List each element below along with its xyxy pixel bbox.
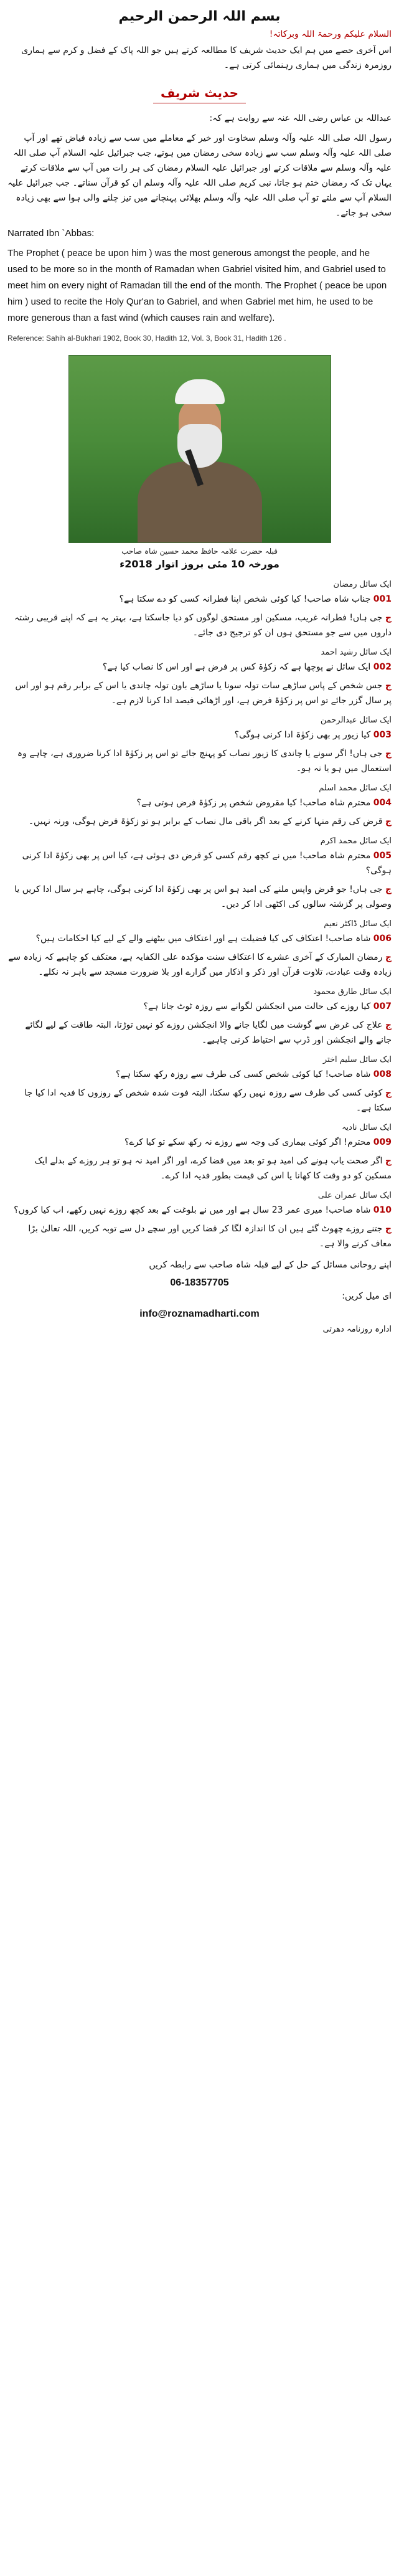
answer-marker: ج <box>385 1224 392 1234</box>
answer-text: رمضان المبارک کے آخری عشرے کا اعتکاف سنت مؤکدہ علی الکفایہ ہے، معتکف کو چاہیے کہ زیادہ سے زیادہ وقت عبادت، تلاوت قرآن اور ذکر و اذکار میں گزارے اور بلا ضرورت مسجد سے باہر نہ نکلے۔ <box>8 952 392 977</box>
answer-text: جی ہاں! جو قرض واپس ملنے کی امید ہو اس پر بھی زکوٰۃ ادا کرنی ہوگی، چاہے ہر سال ادا کریں یا وصولی پر گزشتہ سالوں کی اکٹھی ادا کر دیں۔ <box>14 884 392 909</box>
qa-asker: ایک سائل محمد اکرم <box>320 836 392 846</box>
article-date: مورخہ 10 مئی بروز اتوار 2018ء <box>120 558 279 570</box>
qa-item <box>7 784 392 829</box>
bismillah-heading: بسم اللہ الرحمن الرحیم <box>118 9 281 24</box>
qa-asker: ایک سائل عبدالرحمن <box>320 716 392 725</box>
qa-asker: ایک سائل عمران علی <box>317 1191 392 1200</box>
qa-asker: ایک سائل سلیم اختر <box>322 1055 392 1064</box>
qa-asker: ایک سائل رشید احمد <box>321 648 392 657</box>
answer-marker: ج <box>385 817 392 826</box>
qa-question <box>7 931 392 946</box>
qa-answer <box>7 678 392 708</box>
qa-answer <box>7 814 392 829</box>
answer-marker: ج <box>385 681 392 691</box>
qa-asker: ایک سائل نادیہ <box>341 1123 392 1132</box>
photo-figure-cap <box>175 379 225 404</box>
qa-item <box>7 836 392 912</box>
qa-item <box>7 1191 392 1251</box>
answer-marker: ج <box>385 952 392 962</box>
answer-text: کوئی کسی کی طرف سے روزہ نہیں رکھ سکتا، البتہ فوت شدہ شخص کے روزوں کا فدیہ ادا کیا جا سکتا ہے۔ <box>24 1088 392 1113</box>
hadith-reference: Reference: Sahih al-Bukhari 1902, Book 30, Hadith 12, Vol. 3, Book 31, Hadith 126 . <box>7 334 286 343</box>
qa-question <box>7 1067 392 1082</box>
answer-marker: ج <box>385 749 392 759</box>
answer-text: علاج کی غرض سے گوشت میں لگایا جانے والا انجکشن روزے کو نہیں توڑتا، البتہ طاقت کے لیے لگائے جانے والے انجکشن اور ڈرپ سے احتیاط کرنی چاہیے۔ <box>25 1020 392 1045</box>
qa-asker: ایک سائل طارق محمود <box>313 987 392 997</box>
question-number: 003 <box>373 730 392 740</box>
answer-text: جس شخص کے پاس ساڑھے سات تولہ سونا یا ساڑھے باون تولہ چاندی یا اس کے برابر رقم ہو اور اس پر سال گزر جائے تو اس پر زکوٰۃ فرض ہے، اور اڑھائی فیصد ادا کرنا لازم ہے۔ <box>15 681 392 706</box>
answer-text: جی ہاں! اگر سونے یا چاندی کا زیور نصاب کو پہنچ جائے تو اس پر زکوٰۃ ادا کرنا ضروری ہے، چاہے وہ استعمال میں ہو یا نہ ہو۔ <box>17 749 392 774</box>
answer-text: اگر صحت یاب ہونے کی امید ہو تو بعد میں قضا کرے، اور اگر امید نہ ہو تو ہر روزے کے بدلے ایک مسکین کو دو وقت کا کھانا یا اس کی قیمت بطور فدیہ ادا کرے۔ <box>34 1156 392 1181</box>
photo-figure-beard <box>177 424 222 468</box>
answer-marker: ج <box>385 613 392 623</box>
qa-answer <box>7 610 392 640</box>
question-number: 007 <box>373 1002 392 1011</box>
qa-asker: ایک سائل ڈاکٹر نعیم <box>324 919 392 929</box>
question-text: ایک سائل نے پوچھا ہے کہ زکوٰۃ کس پر فرض ہے اور اس کا نصاب کیا ہے؟ <box>102 662 371 672</box>
contact-block <box>7 1257 392 1334</box>
speaker-photo <box>68 355 331 543</box>
english-narrator: Narrated Ibn `Abbas: <box>7 228 95 239</box>
qa-item <box>7 716 392 776</box>
question-text: کیا زیور پر بھی زکوٰۃ ادا کرنی ہوگی؟ <box>234 730 371 740</box>
qa-answer <box>7 882 392 912</box>
qa-question <box>7 660 392 675</box>
email-label: ای میل کریں: <box>342 1291 392 1301</box>
hadith-title-wrap <box>7 85 392 103</box>
question-number: 010 <box>373 1205 392 1215</box>
question-text: شاہ صاحب! کیا کوئی شخص کسی کی طرف سے روزہ رکھ سکتا ہے؟ <box>115 1069 371 1079</box>
question-number: 006 <box>373 934 392 944</box>
qa-answer <box>7 1086 392 1115</box>
qa-question <box>7 999 392 1014</box>
question-number: 005 <box>373 851 392 861</box>
qa-item <box>7 1123 392 1183</box>
hadith-urdu-intro: عبداللہ بن عباس رضی اللہ عنہ سے روایت ہے کہ: <box>209 113 392 123</box>
question-number: 004 <box>373 798 392 808</box>
qa-answer <box>7 1221 392 1251</box>
qa-answer <box>7 746 392 776</box>
qa-answer <box>7 950 392 980</box>
question-text: محترم! اگر کوئی بیماری کی وجہ سے روزے نہ رکھ سکے تو کیا کرے؟ <box>124 1137 371 1147</box>
answer-text: جی ہاں! فطرانہ غریب، مسکین اور مستحق لوگوں کو دیا جاسکتا ہے، بہتر یہ ہے کہ اپنے قریبی رشتہ داروں میں سے جو مستحق ہوں ان کو ترجیح دی جائے۔ <box>14 613 392 638</box>
question-text: شاہ صاحب! میری عمر 23 سال ہے اور میں نے بلوغت کے بعد کچھ روزے نہیں رکھے، اب کیا کروں؟ <box>14 1205 371 1215</box>
contact-note: اپنے روحانی مسائل کے حل کے لیے قبلہ شاہ صاحب سے رابطہ کریں <box>149 1260 392 1270</box>
answer-marker: ج <box>385 1020 392 1030</box>
question-text: شاہ صاحب! اعتکاف کی کیا فضیلت ہے اور اعتکاف میں بیٹھنے والے کے لیے کیا احکامات ہیں؟ <box>35 934 371 944</box>
question-number: 008 <box>373 1069 392 1079</box>
qa-answer <box>7 1018 392 1048</box>
question-text: جناب شاہ صاحب! کیا کوئی شخص اپنا فطرانہ کسی کو دے سکتا ہے؟ <box>119 594 371 604</box>
qa-question <box>7 592 392 607</box>
qa-question <box>7 1203 392 1218</box>
question-text: محترم شاہ صاحب! میں نے کچھ رقم کسی کو قرض دی ہوئی ہے، کیا اس پر بھی زکوٰۃ ادا کرنی ہوگی؟ <box>22 851 392 876</box>
answer-marker: ج <box>385 1156 392 1166</box>
qa-answer <box>7 1153 392 1183</box>
qa-question <box>7 1135 392 1150</box>
contact-email-link[interactable]: info@roznamadharti.com <box>139 1309 260 1319</box>
qa-question <box>7 795 392 810</box>
article-page <box>0 9 399 2576</box>
qa-item <box>7 919 392 980</box>
answer-marker: ج <box>385 1088 392 1098</box>
question-number: 002 <box>373 662 392 672</box>
qa-asker: ایک سائل رمضان <box>333 580 392 589</box>
question-text: کیا روزے کی حالت میں انجکشن لگوانے سے روزہ ٹوٹ جاتا ہے؟ <box>143 1002 371 1011</box>
qa-asker: ایک سائل محمد اسلم <box>319 784 392 793</box>
english-hadith-text: The Prophet ( peace be upon him ) was the most generous amongst the people, and he used to be more so in the month of Ramadan when Gabriel visited him, and Gabriel used to meet him on every night of Ramadan till the end of the month. The Prophet ( peace be upon him ) used to recite the Holy Qur'an to Gabriel, and when Gabriel met him, he used to be more generous than a fast wind (which causes rain and welfare). <box>7 248 387 323</box>
answer-marker: ج <box>385 884 392 894</box>
greeting-text: السلام علیکم ورحمۃ اللہ وبرکاتہ! <box>269 29 392 39</box>
qa-question <box>7 727 392 742</box>
qa-question <box>7 848 392 878</box>
question-text: محترم شاہ صاحب! کیا مقروض شخص پر زکوٰۃ فرض ہوتی ہے؟ <box>136 798 371 808</box>
qa-item <box>7 580 392 640</box>
contact-phone[interactable]: 06-18357705 <box>170 1277 229 1288</box>
question-number: 009 <box>373 1137 392 1147</box>
answer-text: جتنے روزے چھوٹ گئے ہیں ان کا اندازہ لگا کر قضا کریں اور سچے دل سے توبہ کریں، اللہ تعالیٰ بڑا معاف کرنے والا ہے۔ <box>28 1224 392 1249</box>
hadith-title: حدیث شریف <box>153 85 246 103</box>
qa-list <box>7 580 392 1251</box>
question-number: 001 <box>373 594 392 604</box>
qa-item <box>7 987 392 1048</box>
qa-item <box>7 1055 392 1115</box>
photo-caption: قبلہ حضرت علامہ حافظ محمد حسین شاہ صاحب <box>121 547 278 556</box>
answer-text: قرض کی رقم منہا کرنے کے بعد اگر باقی مال نصاب کے برابر ہو تو زکوٰۃ فرض ہوگی، ورنہ نہیں۔ <box>28 817 383 826</box>
hadith-urdu-text: رسول اللہ صلی اللہ علیہ وآلہ وسلم سخاوت اور خیر کے معاملے میں سب سے زیادہ فیاض تھے اور آپ صلی اللہ علیہ وآلہ وسلم سب سے زیادہ سخی رمضان میں ہوتے، جب جبرائیل علیہ السلام آپ صلی اللہ علیہ وآلہ وسلم سے ملاقات کرتے اور جبرائیل علیہ السلام رمضان کی ہر رات میں آپ سے ملاقات کرتے یہاں تک کہ رمضان ختم ہو جاتا، نبی کریم صلی اللہ علیہ وآلہ وسلم ان کو قرآن سناتے۔ جب جبرائیل علیہ السلام آپ سے ملتے تو آپ صلی اللہ علیہ وآلہ وسلم بھلائی پہنچانے میں تیز چلنے والی ہوا سے بھی زیادہ سخی ہو جاتے۔ <box>7 133 392 218</box>
intro-paragraph: اس آخری حصے میں ہم ایک حدیث شریف کا مطالعہ کرتے ہیں جو اللہ پاک کے فضل و کرم سے ہماری روزمرہ زندگی میں ہماری رہنمائی کرتی ہے۔ <box>21 45 392 70</box>
footer-credit: ادارہ روزنامہ دھرتی <box>322 1325 392 1334</box>
qa-item <box>7 648 392 708</box>
